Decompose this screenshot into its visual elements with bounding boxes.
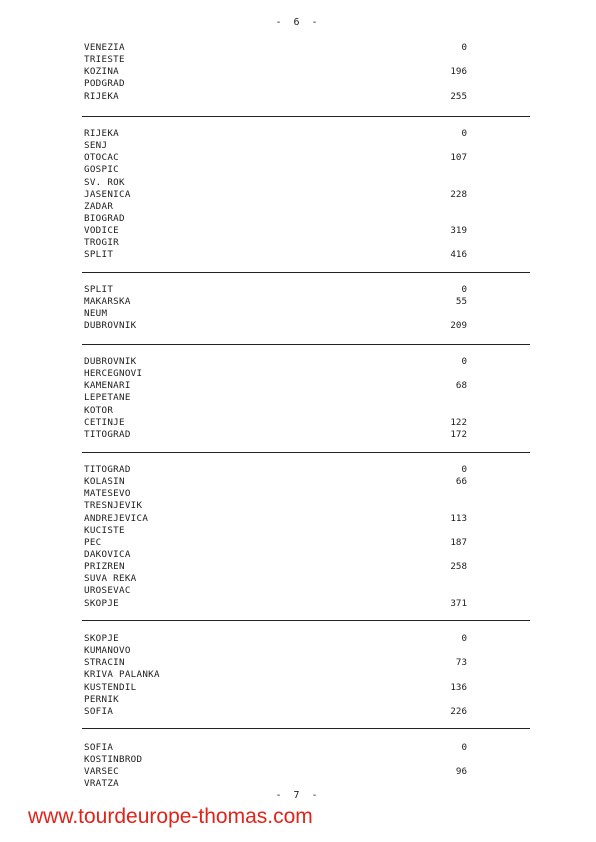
place-name: KUSTENDIL [84, 681, 137, 693]
place-name: RIJEKA [84, 90, 119, 102]
route-row [0, 284, 596, 296]
route-row [0, 405, 596, 417]
place-name: BIOGRAD [84, 212, 125, 224]
route-row [0, 237, 596, 249]
route-row [0, 66, 596, 78]
place-name: KUCISTE [84, 524, 125, 536]
page-number-bottom: - 7 - [275, 790, 321, 801]
place-name: SKOPJE [84, 633, 119, 644]
distance-km: 122 [450, 416, 467, 428]
place-name: SUVA REKA [84, 573, 137, 585]
place-name: KRIVA PALANKA [84, 669, 160, 681]
route-row [0, 694, 596, 706]
distance-km: 73 [455, 657, 467, 669]
route-row [0, 78, 596, 90]
place-name: NEUM [84, 308, 108, 320]
route-row [0, 525, 596, 537]
section-divider [82, 728, 530, 729]
place-name: TITOGRAD [84, 428, 131, 440]
place-name: GOSPIC [84, 164, 119, 176]
route-row [0, 392, 596, 404]
route-section [0, 128, 596, 262]
route-row [0, 42, 596, 54]
distance-km: 0 [461, 633, 467, 644]
route-row [0, 417, 596, 429]
place-name: MATESEVO [84, 488, 131, 500]
distance-km: 0 [461, 42, 467, 53]
website-link[interactable]: www.tourdeurope-thomas.com [28, 805, 313, 828]
distance-km: 0 [461, 742, 467, 753]
place-name: KOTOR [84, 404, 114, 416]
place-name: MAKARSKA [84, 296, 131, 308]
route-row [0, 561, 596, 573]
place-name: SPLIT [84, 249, 114, 261]
place-name: DUBROVNIK [84, 356, 137, 367]
route-row [0, 308, 596, 320]
place-name: KOLASIN [84, 476, 125, 488]
route-row [0, 320, 596, 332]
place-name: SOFIA [84, 705, 114, 717]
distance-km: 228 [450, 188, 467, 200]
route-row [0, 54, 596, 66]
place-name: PERNIK [84, 693, 119, 705]
place-name: PODGRAD [84, 78, 125, 90]
route-row [0, 633, 596, 645]
place-name: TRESNJEVIK [84, 500, 143, 512]
route-section [0, 356, 596, 441]
route-row [0, 766, 596, 778]
route-row [0, 368, 596, 380]
route-row [0, 669, 596, 681]
route-row [0, 356, 596, 368]
place-name: CETINJE [84, 416, 125, 428]
distance-km: 96 [455, 766, 467, 778]
distance-km: 136 [450, 681, 467, 693]
place-name: OTOCAC [84, 152, 119, 164]
route-section [0, 42, 596, 103]
place-name: KUMANOVO [84, 645, 131, 657]
route-row [0, 585, 596, 597]
place-name: ZADAR [84, 200, 114, 212]
place-name: SENJ [84, 140, 108, 152]
route-row [0, 164, 596, 176]
route-row [0, 140, 596, 152]
distance-km: 113 [450, 512, 467, 524]
section-divider [82, 620, 530, 621]
distance-km: 187 [450, 536, 467, 548]
route-row [0, 296, 596, 308]
distance-km: 0 [461, 356, 467, 367]
section-divider [82, 116, 530, 117]
place-name: DUBROVNIK [84, 320, 137, 332]
place-name: KOZINA [84, 66, 119, 78]
distance-km: 258 [450, 561, 467, 573]
place-name: KOSTINBROD [84, 754, 143, 766]
distance-km: 55 [455, 296, 467, 308]
route-row [0, 513, 596, 525]
route-row [0, 201, 596, 213]
place-name: SKOPJE [84, 597, 119, 609]
section-divider [82, 272, 530, 273]
place-name: DAKOVICA [84, 548, 131, 560]
route-row [0, 573, 596, 585]
route-section [0, 742, 596, 791]
place-name: SPLIT [84, 284, 114, 295]
distance-km: 416 [450, 249, 467, 261]
place-name: KAMENARI [84, 380, 131, 392]
route-row [0, 742, 596, 754]
distance-km: 0 [461, 464, 467, 475]
route-row [0, 225, 596, 237]
route-section [0, 284, 596, 333]
distance-km: 371 [450, 597, 467, 609]
distance-km: 107 [450, 152, 467, 164]
place-name: PEC [84, 536, 102, 548]
distance-km: 66 [455, 476, 467, 488]
route-row [0, 91, 596, 103]
route-row [0, 549, 596, 561]
route-row [0, 152, 596, 164]
place-name: PRIZREN [84, 561, 125, 573]
route-row [0, 189, 596, 201]
place-name: TROGIR [84, 237, 119, 249]
distance-km: 0 [461, 128, 467, 139]
route-row [0, 464, 596, 476]
place-name: TITOGRAD [84, 464, 131, 475]
route-row [0, 598, 596, 610]
place-name: VARSEC [84, 766, 119, 778]
route-row [0, 249, 596, 261]
distance-km: 226 [450, 705, 467, 717]
route-row [0, 778, 596, 790]
route-row [0, 706, 596, 718]
place-name: VODICE [84, 225, 119, 237]
route-row [0, 128, 596, 140]
distance-km: 209 [450, 320, 467, 332]
place-name: UROSEVAC [84, 585, 131, 597]
place-name: ANDREJEVICA [84, 512, 149, 524]
distance-km: 319 [450, 225, 467, 237]
route-row [0, 645, 596, 657]
distance-km: 196 [450, 66, 467, 78]
place-name: HERCEGNOVI [84, 368, 143, 380]
route-row [0, 429, 596, 441]
distance-km: 68 [455, 380, 467, 392]
route-section [0, 633, 596, 718]
section-divider [82, 344, 530, 345]
page-number-top: - 6 - [275, 17, 321, 28]
route-section [0, 464, 596, 610]
route-row [0, 488, 596, 500]
route-row [0, 754, 596, 766]
section-divider [82, 452, 530, 453]
place-name: RIJEKA [84, 128, 119, 139]
place-name: VENEZIA [84, 42, 125, 53]
route-row [0, 682, 596, 694]
route-row [0, 380, 596, 392]
route-row [0, 177, 596, 189]
route-row [0, 500, 596, 512]
place-name: VRATZA [84, 778, 119, 790]
distance-km: 0 [461, 284, 467, 295]
route-row [0, 213, 596, 225]
distance-km: 255 [450, 90, 467, 102]
place-name: TRIESTE [84, 54, 125, 66]
place-name: SOFIA [84, 742, 114, 753]
place-name: STRACIN [84, 657, 125, 669]
place-name: LEPETANE [84, 392, 131, 404]
route-row [0, 537, 596, 549]
place-name: JASENICA [84, 188, 131, 200]
route-row [0, 657, 596, 669]
place-name: SV. ROK [84, 176, 125, 188]
route-row [0, 476, 596, 488]
distance-km: 172 [450, 428, 467, 440]
